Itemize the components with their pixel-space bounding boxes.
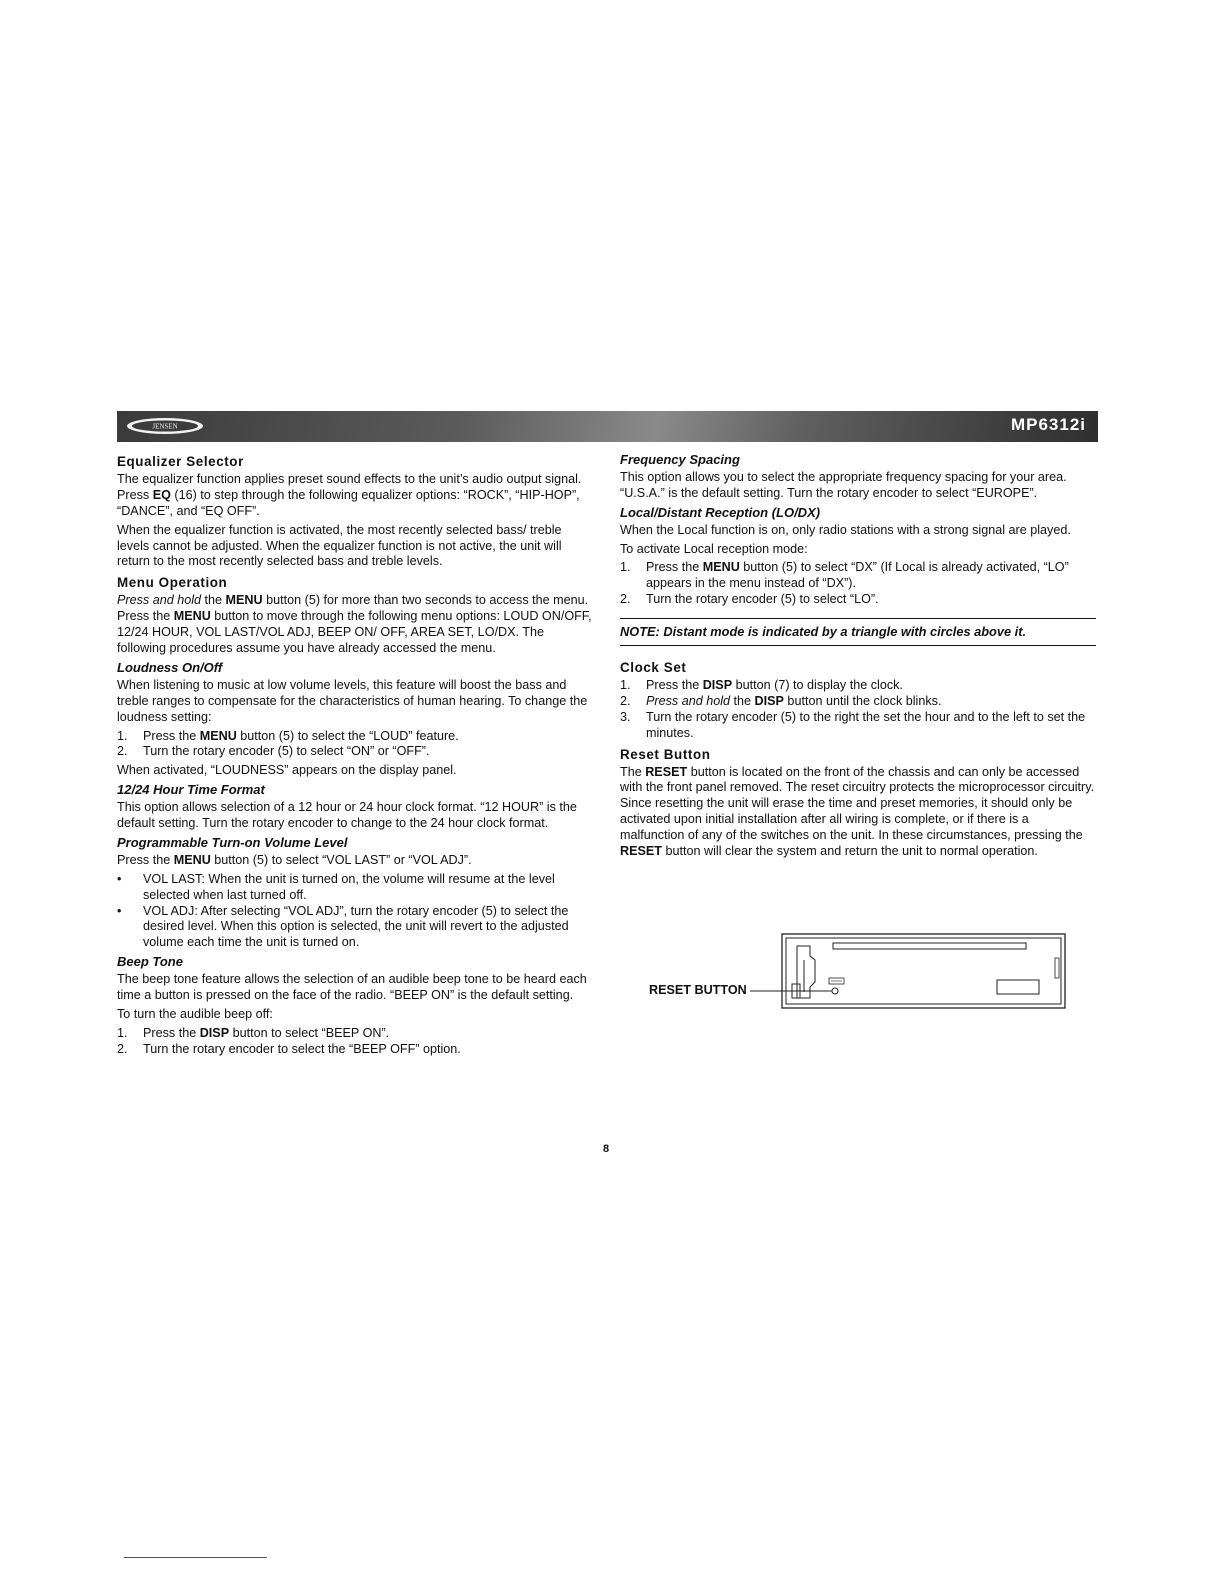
beep-paragraph-2: To turn the audible beep off: [117, 1007, 273, 1021]
footer-divider [124, 1557, 267, 1558]
heading-hour-format: 12/24 Hour Time Format [117, 782, 265, 798]
heading-reset-button: Reset Button [620, 746, 711, 762]
loudness-note: When activated, “LOUDNESS” appears on the display panel. [117, 763, 457, 778]
loudness-steps [117, 729, 593, 761]
reset-button-label: RESET BUTTON [649, 983, 747, 997]
volume-bullets [117, 872, 593, 952]
reset-paragraph: The RESET button is located on the front of the chassis and can only be accessed with the front panel removed. The reset circuitry protects the microprocessor circuitry. Since resetting the unit will erase the time and preset memories, it should only be activated upon initial installation after all wiring is complete, or if there is a malfunction of any of the switches on the unit. In these circumstances, pressing the RESET button will clear the system and return the unit to normal operation. [620, 764, 1095, 859]
reset-button-figure [645, 932, 1070, 1012]
svg-text:JENSEN: JENSEN [152, 422, 178, 431]
heading-volume-level: Programmable Turn-on Volume Level [117, 834, 348, 850]
list-item: 2. Turn the rotary encoder (5) to select “ON” or “OFF”. [117, 744, 430, 759]
volume-paragraph: Press the MENU button (5) to select “VOL LAST” or “VOL ADJ”. [117, 852, 472, 867]
heading-frequency-spacing: Frequency Spacing [620, 452, 740, 467]
frequency-paragraph: This option allows you to select the appropriate frequency spacing for your area. “U.S.A.” is the default setting. Turn the rotary encoder to select “EUROPE”. [620, 469, 1067, 500]
list-item: 3. Turn the rotary encoder (5) to the right the set the hour and to the left to set the minutes. [620, 709, 1086, 740]
list-item: 1. Press the DISP button (7) to display the clock. [620, 677, 903, 692]
menu-paragraph: Press and hold the MENU button (5) for more than two seconds to access the menu. Press the MENU button to move through the following menu options: LOUD ON/OFF, 12/24 HOUR, VOL LAST/VOL ADJ, BEEP ON/ OFF, AREA SET, LO/DX. The following procedures assume you have already accessed the menu. [117, 593, 592, 655]
right-column [620, 452, 1096, 863]
eq-paragraph-1: The equalizer function applies preset sound effects to the unit’s audio output signal. Press EQ (16) to step through the following equalizer options: “ROCK”, “HIP-HOP”, “DANCE”, and “EQ OFF”. [117, 471, 582, 518]
heading-local-distant: Local/Distant Reception (LO/DX) [620, 504, 821, 520]
distant-mode-note: NOTE: Distant mode is indicated by a triangle with circles above it. [620, 618, 1096, 646]
list-item: • VOL ADJ: After selecting “VOL ADJ”, turn the rotary encoder (5) to select the desired level. When this option is selected, the unit will revert to the adjusted volume each time the unit is turned on. [117, 903, 569, 950]
list-item: 1. Press the MENU button (5) to select the “LOUD” feature. [117, 728, 459, 743]
local-paragraph-2: To activate Local reception mode: [620, 541, 808, 556]
clock-steps [620, 678, 1096, 742]
local-steps [620, 560, 1096, 608]
heading-menu-operation: Menu Operation [117, 575, 228, 591]
hour-paragraph: This option allows selection of a 12 hour or 24 hour clock format. “12 HOUR” is the default setting. Turn the rotary encoder to change to the 24 hour clock format. [117, 800, 577, 831]
eq-paragraph-2: When the equalizer function is activated, the most recently selected bass/ treble levels cannot be adjusted. When the equalizer function is not active, the unit will return to the most recently selected bass and treble levels. [117, 522, 562, 569]
list-item: • VOL LAST: When the unit is turned on, the volume will resume at the level selected when last turned off. [117, 871, 555, 902]
list-item: 2. Turn the rotary encoder (5) to select “LO”. [620, 592, 879, 607]
heading-equalizer: Equalizer Selector [117, 454, 244, 469]
heading-loudness: Loudness On/Off [117, 659, 223, 675]
loudness-paragraph: When listening to music at low volume levels, this feature will boost the bass and treble ranges to compensate for the characteristics of human hearing. To change the loudness setting: [117, 677, 588, 724]
header-bar [117, 411, 1098, 442]
list-item: 2. Turn the rotary encoder to select the “BEEP OFF” option. [117, 1041, 461, 1056]
list-item: 1. Press the DISP button to select “BEEP ON”. [117, 1025, 390, 1040]
list-item: 1. Press the MENU button (5) to select “DX” (If Local is already activated, “LO” appears in the menu instead of “DX”). [620, 560, 1069, 591]
beep-paragraph-1: The beep tone feature allows the selection of an audible beep tone to be heard each time a button is pressed on the face of the radio. “BEEP ON” is the default setting. [117, 972, 587, 1003]
local-paragraph-1: When the Local function is on, only radio stations with a strong signal are played. [620, 522, 1071, 537]
heading-beep-tone: Beep Tone [117, 954, 183, 970]
chassis-diagram [645, 932, 1070, 1012]
model-name: MP6312i [1010, 415, 1086, 434]
jensen-logo [125, 416, 205, 436]
beep-steps [117, 1026, 593, 1058]
heading-clock-set: Clock Set [620, 660, 687, 676]
left-column [117, 452, 593, 1061]
list-item: 2. Press and hold the DISP button until the clock blinks. [620, 693, 942, 708]
page-number: 8 [603, 1143, 610, 1155]
